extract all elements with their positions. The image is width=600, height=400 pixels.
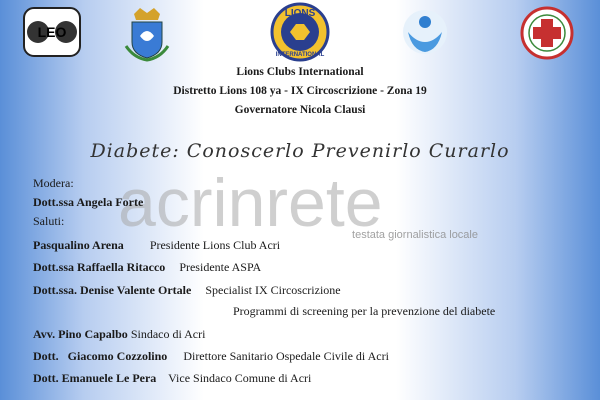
watermark-tagline: testata giornalistica locale: [352, 229, 478, 241]
district-line: Distretto Lions 108 ya - IX Circoscrizione - Zona 19: [173, 85, 427, 97]
leo-logo: [22, 6, 82, 58]
closing-role: Direttore Sanitario Ospedale Civile di Acri: [183, 349, 389, 363]
speaker-row: [33, 283, 341, 298]
closing-row: [33, 371, 311, 386]
speaker-name: Pasqualino Arena: [33, 238, 124, 252]
speaker-role: Presidente Lions Club Acri: [149, 238, 281, 252]
closing-row: [33, 327, 205, 342]
screening-line: Programmi di screening per la prevenzione del diabete: [233, 304, 496, 318]
speaker-row: [33, 238, 280, 253]
logos-row: [0, 2, 600, 60]
greetings-label: Saluti:: [33, 214, 65, 228]
diabetes-association-logo: [400, 6, 450, 58]
watermark-brand: acrinrete: [118, 165, 383, 241]
moderator-label: Modera:: [33, 176, 74, 190]
closing-row: [33, 349, 389, 364]
event-title: Diabete: Conoscerlo Prevenirlo Curarlo: [90, 140, 510, 162]
closing-role: Vice Sindaco Comune di Acri: [168, 371, 312, 385]
closing-name: Dott. Giacomo Cozzolino: [33, 349, 168, 363]
moderator-name: Dott.ssa Angela Forte: [33, 195, 144, 209]
lions-logo-text-top: LIONS: [284, 8, 316, 19]
org-name: Lions Clubs International: [236, 66, 364, 78]
medical-association-logo: [518, 6, 576, 60]
closing-name: Avv. Pino Capalbo: [33, 327, 128, 341]
speaker-name: Dott.ssa Raffaella Ritacco: [33, 260, 166, 274]
closing-role: Sindaco di Acri: [130, 327, 206, 341]
lions-international-logo: [264, 2, 336, 62]
speaker-row: [33, 260, 261, 275]
speaker-role: Presidente ASPA: [179, 260, 262, 274]
governor-line: Governatore Nicola Clausi: [234, 104, 366, 116]
leo-logo-text: LEO: [37, 24, 67, 40]
lions-logo-text-bottom: INTERNATIONAL: [275, 52, 325, 58]
speaker-role: Specialist IX Circoscrizione: [205, 283, 341, 297]
acri-crest-logo: [120, 6, 174, 62]
closing-name: Dott. Emanuele Le Pera: [33, 371, 157, 385]
speaker-name: Dott.ssa. Denise Valente Ortale: [33, 283, 192, 297]
